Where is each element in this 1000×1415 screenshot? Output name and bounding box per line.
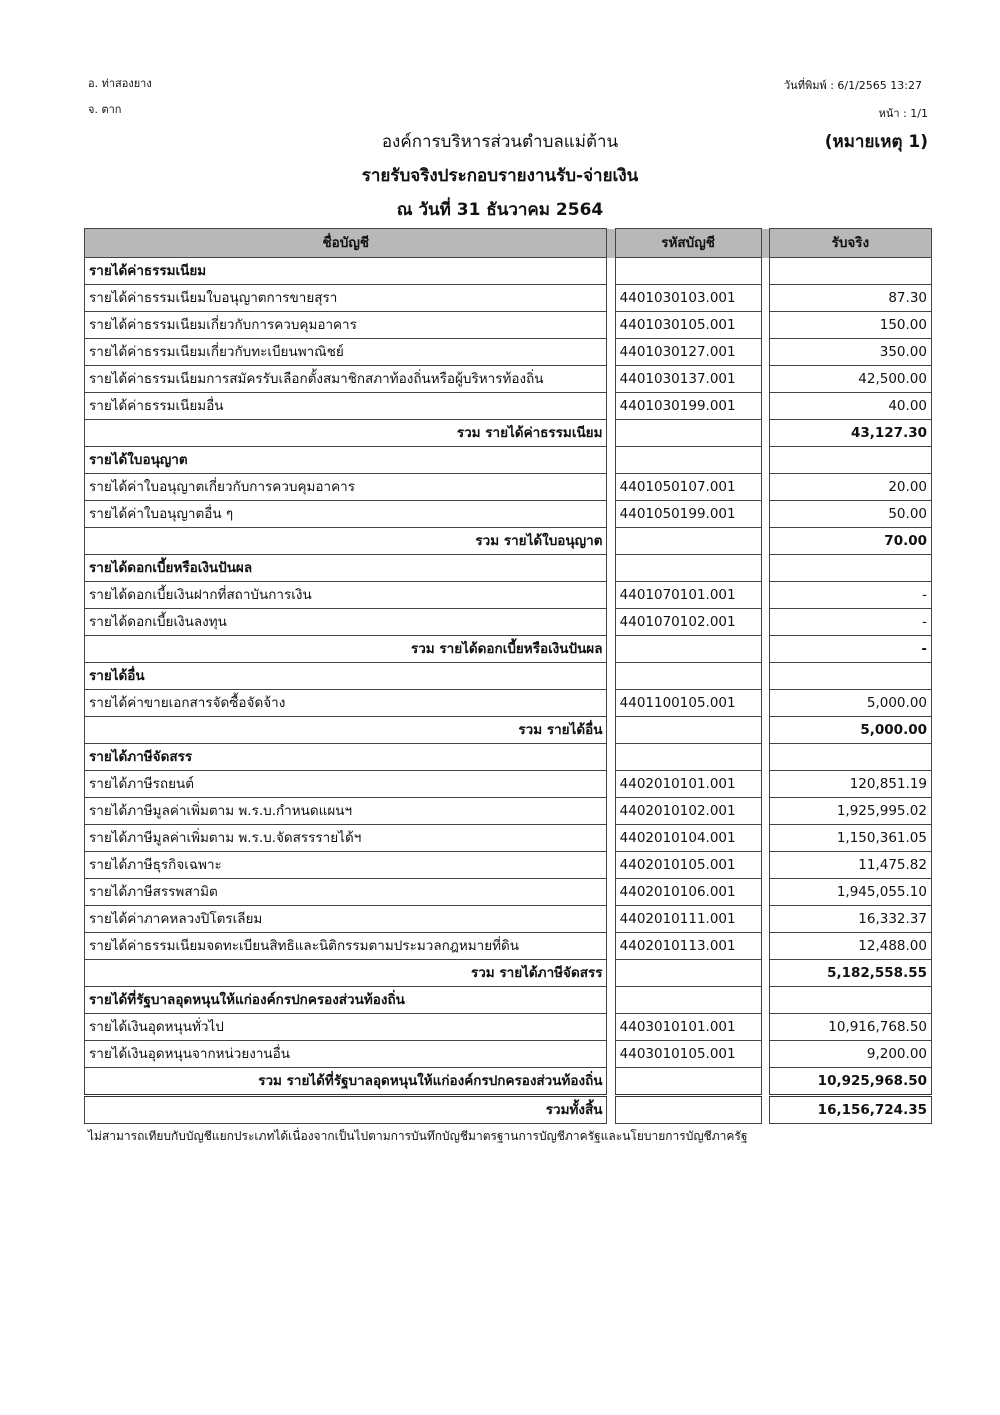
account-code: 4402010102.001 bbox=[615, 798, 761, 825]
amount bbox=[769, 663, 931, 690]
account-name: รายได้ภาษีธุรกิจเฉพาะ bbox=[85, 852, 607, 879]
account-code: 4402010104.001 bbox=[615, 825, 761, 852]
amount: 40.00 bbox=[769, 393, 931, 420]
amount bbox=[769, 258, 931, 285]
footnote: ไม่สามารถเทียบกับบัญชีแยกประเภทได้เนื่องจากเป็นไปตามการบันทึกบัญชีมาตรฐานการบัญชีภาครัฐและนโยบายการบัญชีภาครัฐ bbox=[88, 1129, 748, 1143]
account-name: รายได้ค่าธรรมเนียมใบอนุญาตการขายสุรา bbox=[85, 285, 607, 312]
account-code: 4401070102.001 bbox=[615, 609, 761, 636]
account-code: 4403010105.001 bbox=[615, 1041, 761, 1068]
account-code bbox=[615, 744, 761, 771]
table-row bbox=[85, 393, 932, 420]
table-row bbox=[85, 609, 932, 636]
account-code: 4401030127.001 bbox=[615, 339, 761, 366]
account-code bbox=[615, 1068, 761, 1096]
group-total-label: รวม รายได้ใบอนุญาต bbox=[85, 528, 607, 555]
report-date: ณ วันที่ 31 ธันวาคม 2564 bbox=[396, 200, 604, 220]
table-row bbox=[85, 1041, 932, 1068]
account-code bbox=[615, 987, 761, 1014]
amount: 150.00 bbox=[769, 312, 931, 339]
account-name: รายได้เงินอุดหนุนทั่วไป bbox=[85, 1014, 607, 1041]
account-code bbox=[615, 960, 761, 987]
group-total-label: รวม รายได้ดอกเบี้ยหรือเงินปันผล bbox=[85, 636, 607, 663]
table-row bbox=[85, 312, 932, 339]
amount: 11,475.82 bbox=[769, 852, 931, 879]
group-total-row bbox=[85, 636, 932, 663]
account-name: รายได้ภาษีมูลค่าเพิ่มตาม พ.ร.บ.จัดสรรรายได้ฯ bbox=[85, 825, 607, 852]
account-name: รายได้ค่าธรรมเนียมเกี่ยวกับทะเบียนพาณิชย์ bbox=[85, 339, 607, 366]
account-name: รายได้ค่าธรรมเนียมการสมัครรับเลือกตั้งสมาชิกสภาท้องถิ่นหรือผู้บริหารท้องถิ่น bbox=[85, 366, 607, 393]
group-total-amount: - bbox=[769, 636, 931, 663]
account-code: 4403010101.001 bbox=[615, 1014, 761, 1041]
account-code bbox=[615, 555, 761, 582]
group-header-row bbox=[85, 987, 932, 1014]
table-row bbox=[85, 339, 932, 366]
table-row bbox=[85, 1014, 932, 1041]
group-title: รายได้ที่รัฐบาลอุดหนุนให้แก่องค์กรปกครองส่วนท้องถิ่น bbox=[85, 987, 607, 1014]
table-row bbox=[85, 798, 932, 825]
amount: 20.00 bbox=[769, 474, 931, 501]
account-code bbox=[615, 420, 761, 447]
group-header-row bbox=[85, 447, 932, 474]
account-name: รายได้ค่าธรรมเนียมเกี่ยวกับการควบคุมอาคาร bbox=[85, 312, 607, 339]
group-total-row bbox=[85, 528, 932, 555]
page-number: หน้า : 1/1 bbox=[878, 107, 928, 120]
amount: 1,150,361.05 bbox=[769, 825, 931, 852]
group-total-amount: 5,000.00 bbox=[769, 717, 931, 744]
account-code: 4401100105.001 bbox=[615, 690, 761, 717]
amount: 120,851.19 bbox=[769, 771, 931, 798]
table-row bbox=[85, 474, 932, 501]
account-name: รายได้ค่าธรรมเนียมจดทะเบียนสิทธิและนิติกรรมตามประมวลกฎหมายที่ดิน bbox=[85, 933, 607, 960]
account-code: 4401050199.001 bbox=[615, 501, 761, 528]
account-code bbox=[615, 717, 761, 744]
group-title: รายได้ค่าธรรมเนียม bbox=[85, 258, 607, 285]
group-total-amount: 10,925,968.50 bbox=[769, 1068, 931, 1096]
account-code bbox=[615, 1096, 761, 1124]
account-name: รายได้เงินอุดหนุนจากหน่วยงานอื่น bbox=[85, 1041, 607, 1068]
table-row bbox=[85, 852, 932, 879]
account-code: 4401030137.001 bbox=[615, 366, 761, 393]
revenue-table bbox=[84, 228, 932, 1124]
amount: 42,500.00 bbox=[769, 366, 931, 393]
group-header-row bbox=[85, 744, 932, 771]
account-name: รายได้ภาษีมูลค่าเพิ่มตาม พ.ร.บ.กำหนดแผนฯ bbox=[85, 798, 607, 825]
account-name: รายได้ดอกเบี้ยเงินลงทุน bbox=[85, 609, 607, 636]
account-code: 4401030199.001 bbox=[615, 393, 761, 420]
group-total-row bbox=[85, 717, 932, 744]
amount: 50.00 bbox=[769, 501, 931, 528]
amount bbox=[769, 555, 931, 582]
account-name: รายได้ค่าขายเอกสารจัดซื้อจัดจ้าง bbox=[85, 690, 607, 717]
group-total-amount: 5,182,558.55 bbox=[769, 960, 931, 987]
amount: 87.30 bbox=[769, 285, 931, 312]
grand-total-row bbox=[85, 1096, 932, 1124]
note-label: (หมายเหตุ 1) bbox=[824, 132, 928, 152]
account-code bbox=[615, 636, 761, 663]
table-body bbox=[85, 258, 932, 1124]
amount: 12,488.00 bbox=[769, 933, 931, 960]
table-row bbox=[85, 690, 932, 717]
group-total-label: รวม รายได้ค่าธรรมเนียม bbox=[85, 420, 607, 447]
table-row bbox=[85, 825, 932, 852]
account-code: 4402010111.001 bbox=[615, 906, 761, 933]
account-code bbox=[615, 528, 761, 555]
group-total-row bbox=[85, 1068, 932, 1096]
amount bbox=[769, 447, 931, 474]
account-code bbox=[615, 258, 761, 285]
group-total-label: รวม รายได้อื่น bbox=[85, 717, 607, 744]
account-code bbox=[615, 447, 761, 474]
table-row bbox=[85, 771, 932, 798]
amount bbox=[769, 744, 931, 771]
organization-name: องค์การบริหารส่วนตำบลแม่ต้าน bbox=[381, 132, 619, 152]
table-row bbox=[85, 879, 932, 906]
group-total-row bbox=[85, 420, 932, 447]
header-amount: รับจริง bbox=[769, 229, 931, 258]
account-code: 4401030103.001 bbox=[615, 285, 761, 312]
account-code: 4402010105.001 bbox=[615, 852, 761, 879]
account-name: รายได้ค่าภาคหลวงปิโตรเลียม bbox=[85, 906, 607, 933]
table-row bbox=[85, 906, 932, 933]
group-total-amount: 43,127.30 bbox=[769, 420, 931, 447]
account-name: รายได้ดอกเบี้ยเงินฝากที่สถาบันการเงิน bbox=[85, 582, 607, 609]
account-code bbox=[615, 663, 761, 690]
grand-total-label: รวมทั้งสิ้น bbox=[85, 1096, 607, 1124]
group-total-label: รวม รายได้ภาษีจัดสรร bbox=[85, 960, 607, 987]
account-name: รายได้ภาษีสรรพสามิต bbox=[85, 879, 607, 906]
group-header-row bbox=[85, 663, 932, 690]
group-total-label: รวม รายได้ที่รัฐบาลอุดหนุนให้แก่องค์กรปกครองส่วนท้องถิ่น bbox=[85, 1068, 607, 1096]
table-row bbox=[85, 933, 932, 960]
amount: 1,925,995.02 bbox=[769, 798, 931, 825]
amount: 1,945,055.10 bbox=[769, 879, 931, 906]
header-account-code: รหัสบัญชี bbox=[615, 229, 761, 258]
account-code: 4401050107.001 bbox=[615, 474, 761, 501]
account-code: 4402010106.001 bbox=[615, 879, 761, 906]
account-code: 4402010101.001 bbox=[615, 771, 761, 798]
group-title: รายได้ใบอนุญาต bbox=[85, 447, 607, 474]
group-header-row bbox=[85, 555, 932, 582]
account-name: รายได้ค่าใบอนุญาตเกี่ยวกับการควบคุมอาคาร bbox=[85, 474, 607, 501]
group-header-row bbox=[85, 258, 932, 285]
account-name: รายได้ค่าธรรมเนียมอื่น bbox=[85, 393, 607, 420]
account-code: 4401070101.001 bbox=[615, 582, 761, 609]
table-row bbox=[85, 366, 932, 393]
amount: 5,000.00 bbox=[769, 690, 931, 717]
amount: 10,916,768.50 bbox=[769, 1014, 931, 1041]
group-title: รายได้อื่น bbox=[85, 663, 607, 690]
amount: - bbox=[769, 609, 931, 636]
table-header-row bbox=[85, 229, 932, 258]
amount: 350.00 bbox=[769, 339, 931, 366]
table-row bbox=[85, 582, 932, 609]
account-name: รายได้ค่าใบอนุญาตอื่น ๆ bbox=[85, 501, 607, 528]
account-code: 4401030105.001 bbox=[615, 312, 761, 339]
table-row bbox=[85, 285, 932, 312]
group-total-row bbox=[85, 960, 932, 987]
district-label: อ. ท่าสองยาง bbox=[88, 77, 152, 90]
amount bbox=[769, 987, 931, 1014]
grand-total-amount: 16,156,724.35 bbox=[769, 1096, 931, 1124]
amount: 16,332.37 bbox=[769, 906, 931, 933]
province-label: จ. ตาก bbox=[88, 103, 122, 116]
header-account-name: ชื่อบัญชี bbox=[85, 229, 607, 258]
account-name: รายได้ภาษีรถยนต์ bbox=[85, 771, 607, 798]
amount: - bbox=[769, 582, 931, 609]
report-title: รายรับจริงประกอบรายงานรับ-จ่ายเงิน bbox=[361, 166, 639, 186]
amount: 9,200.00 bbox=[769, 1041, 931, 1068]
print-date: วันที่พิมพ์ : 6/1/2565 13:27 bbox=[784, 79, 922, 92]
table-row bbox=[85, 501, 932, 528]
group-title: รายได้ดอกเบี้ยหรือเงินปันผล bbox=[85, 555, 607, 582]
account-code: 4402010113.001 bbox=[615, 933, 761, 960]
group-total-amount: 70.00 bbox=[769, 528, 931, 555]
group-title: รายได้ภาษีจัดสรร bbox=[85, 744, 607, 771]
